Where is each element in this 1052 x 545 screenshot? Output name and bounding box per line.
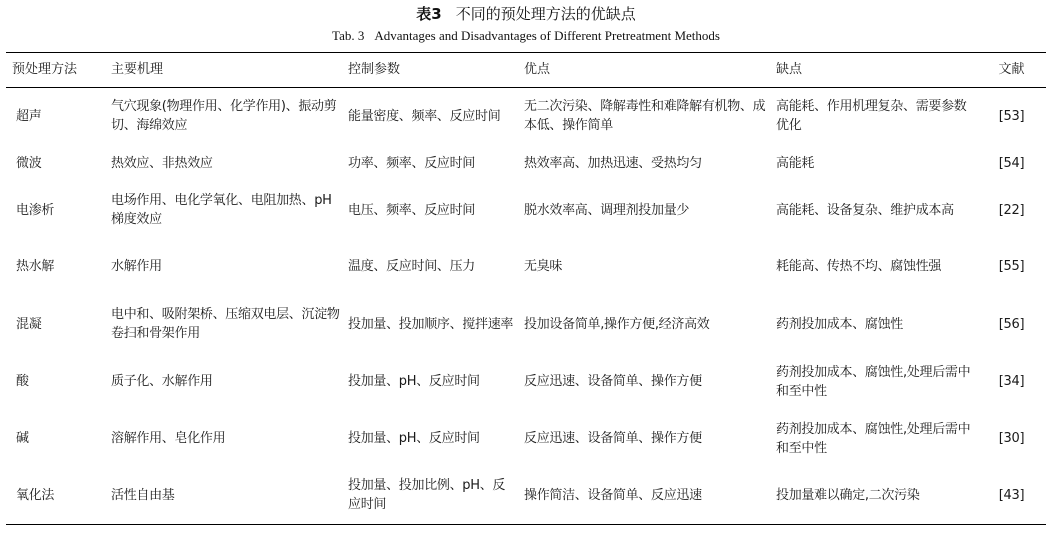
cell-mechanism: 气穴现象(物理作用、化学作用)、振动剪切、海绵效应 — [111, 99, 337, 134]
cell-ref: [56] — [998, 316, 1025, 332]
table-row — [6, 353, 1046, 411]
header-advantages: 优点 — [524, 62, 551, 77]
cell-disadvantages: 药剂投加成本、腐蚀性 — [776, 316, 904, 332]
cell-ref: [30] — [998, 431, 1025, 446]
cell-disadvantages: 高能耗 — [776, 156, 815, 171]
table-title-en: Advantages and Disadvantages of Different Pretreatment Methods — [374, 28, 720, 43]
table-label-en: Tab. 3 — [332, 28, 365, 43]
cell-method: 碱 — [16, 431, 29, 446]
cell-params: 能量密度、频率、反应时间 — [348, 108, 501, 124]
table-row — [6, 467, 1046, 525]
table-row — [6, 296, 1046, 353]
header-params: 控制参数 — [348, 62, 401, 77]
table-label: 表3 — [416, 5, 442, 23]
cell-params: 投加量、pH、反应时间 — [348, 431, 480, 446]
cell-mechanism: 电中和、吸附架桥、压缩双电层、沉淀物卷扫和骨架作用 — [111, 307, 340, 341]
table-caption-en — [0, 27, 1052, 44]
cell-method: 电渗析 — [16, 202, 55, 218]
header-method: 预处理方法 — [12, 62, 78, 77]
header-ref: 文献 — [998, 62, 1025, 77]
pretreatment-table — [6, 52, 1046, 525]
cell-params: 电压、频率、反应时间 — [348, 202, 476, 218]
cell-params: 温度、反应时间、压力 — [348, 259, 476, 274]
cell-advantages: 无二次污染、降解毒性和难降解有机物、成本低、操作简单 — [524, 99, 766, 134]
cell-params: 投加量、pH、反应时间 — [348, 374, 480, 389]
table-row — [6, 411, 1046, 467]
table-caption-cn — [0, 4, 1052, 24]
cell-mechanism: 活性自由基 — [111, 487, 175, 503]
cell-ref: [55] — [998, 259, 1025, 274]
cell-method: 混凝 — [16, 316, 42, 332]
table-header-row — [6, 53, 1046, 88]
cell-disadvantages: 耗能高、传热不均、腐蚀性强 — [776, 259, 942, 274]
cell-method: 热水解 — [16, 259, 55, 274]
header-mechanism: 主要机理 — [111, 62, 164, 77]
cell-disadvantages: 高能耗、作用机理复杂、需要参数优化 — [776, 99, 967, 134]
cell-ref: [43] — [998, 487, 1025, 503]
cell-method: 超声 — [16, 108, 42, 124]
cell-advantages: 无臭味 — [524, 259, 563, 274]
table-row — [6, 238, 1046, 296]
cell-params: 投加量、投加顺序、搅拌速率 — [348, 316, 514, 332]
cell-advantages: 操作简洁、设备简单、反应迅速 — [524, 487, 702, 503]
cell-disadvantages: 药剂投加成本、腐蚀性,处理后需中和至中性 — [776, 421, 971, 456]
cell-disadvantages: 药剂投加成本、腐蚀性,处理后需中和至中性 — [776, 364, 971, 399]
cell-mechanism: 溶解作用、皂化作用 — [111, 431, 226, 446]
cell-method: 氧化法 — [16, 487, 55, 503]
cell-ref: [53] — [998, 108, 1025, 124]
cell-advantages: 反应迅速、设备简单、操作方便 — [524, 431, 702, 446]
cell-params: 功率、频率、反应时间 — [348, 156, 476, 171]
table-row — [6, 145, 1046, 183]
cell-mechanism: 电场作用、电化学氧化、电阻加热、pH 梯度效应 — [111, 193, 332, 227]
cell-advantages: 反应迅速、设备简单、操作方便 — [524, 374, 702, 389]
cell-disadvantages: 高能耗、设备复杂、维护成本高 — [776, 202, 954, 218]
cell-mechanism: 水解作用 — [111, 259, 162, 274]
cell-advantages: 投加设备简单,操作方便,经济高效 — [524, 316, 710, 332]
cell-ref: [22] — [998, 202, 1025, 218]
cell-mechanism: 质子化、水解作用 — [111, 374, 213, 389]
table-row — [6, 88, 1046, 145]
cell-mechanism: 热效应、非热效应 — [111, 156, 213, 171]
cell-advantages: 脱水效率高、调理剂投加量少 — [524, 202, 690, 218]
cell-disadvantages: 投加量难以确定,二次污染 — [776, 487, 920, 503]
cell-ref: [34] — [998, 374, 1025, 389]
cell-method: 酸 — [16, 374, 29, 389]
cell-params: 投加量、投加比例、pH、反应时间 — [348, 478, 506, 513]
cell-ref: [54] — [998, 156, 1025, 171]
table-row — [6, 183, 1046, 238]
cell-advantages: 热效率高、加热迅速、受热均匀 — [524, 156, 702, 171]
table-title-cn: 不同的预处理方法的优缺点 — [455, 5, 636, 23]
header-disadvantages: 缺点 — [776, 62, 803, 77]
cell-method: 微波 — [16, 156, 42, 171]
